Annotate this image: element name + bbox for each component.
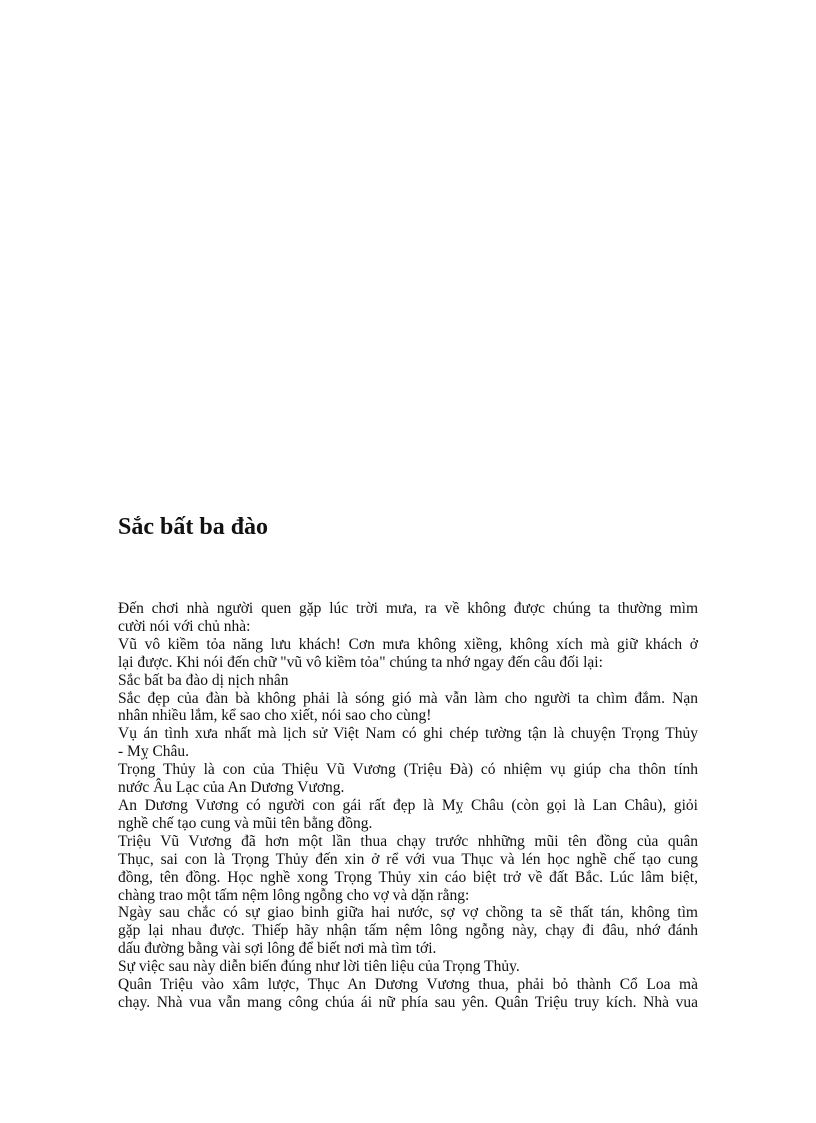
body-line: dấu đường bằng vài sợi lông để biết nơi mà tìm tới.	[118, 940, 437, 958]
body-line: nghề chế tạo cung và mũi tên bằng đồng.	[118, 814, 373, 832]
body-line: Triệu Vũ Vương đã hơn một lần thua chạy trước nhhững mũi tên đồng của quân	[118, 832, 698, 850]
body-line: An Dương Vương có người con gái rất đẹp là Mỵ Châu (còn gọi là Lan Châu), giỏi	[118, 796, 698, 814]
body-line: Vụ án tình xưa nhất mà lịch sử Việt Nam có ghi chép tường tận là chuyện Trọng Thủy	[118, 725, 698, 743]
body-line: - Mỵ Châu.	[118, 743, 190, 761]
document-title: Sắc bất ba đào	[118, 514, 269, 540]
body-line: Thục, sai con là Trọng Thủy đến xin ở rể với vua Thục và lén học nghề chế tạo cung	[118, 850, 698, 868]
body-line: đồng, tên đồng. Học nghề xong Trọng Thủy xin cáo biệt trở về đất Bắc. Lúc lâm biệt,	[118, 868, 698, 886]
body-line: chạy. Nhà vua vẫn mang công chúa ái nữ phía sau yên. Quân Triệu truy kích. Nhà vua	[118, 993, 698, 1011]
body-line: Trọng Thủy là con của Thiệu Vũ Vương (Triệu Đà) có nhiệm vụ giúp cha thôn tính	[118, 761, 698, 779]
document-body	[118, 600, 698, 1012]
body-line: cười nói với chủ nhà:	[118, 617, 251, 635]
body-line: Sắc bất ba đào dị nịch nhân	[118, 671, 289, 689]
body-line: Sự việc sau này diễn biến đúng như lời tiên liệu của Trọng Thủy.	[118, 958, 520, 976]
body-line: Đến chơi nhà người quen gặp lúc trời mưa, ra về không được chúng ta thường mìm	[118, 600, 698, 617]
body-line: Sắc đẹp của đàn bà không phải là sóng gió mà vẫn làm cho người ta chìm đắm. Nạn	[118, 689, 698, 707]
body-line: lại được. Khi nói đến chữ "vũ vô kiềm tỏa" chúng ta nhớ ngay đến câu đối lại:	[118, 653, 603, 671]
body-line: Ngày sau chắc có sự giao binh giữa hai nước, sợ vợ chồng ta sẽ thất tán, không tìm	[118, 904, 698, 922]
body-line: gặp lại nhau được. Thiếp hãy nhận tấm nệm lông ngỗng này, chạy đi đâu, nhớ đánh	[118, 922, 698, 940]
body-line: nhân nhiều lắm, kể sao cho xiết, nói sao cho cùng!	[118, 707, 432, 725]
body-line: chàng trao một tấm nệm lông ngỗng cho vợ và dặn rằng:	[118, 886, 470, 904]
body-line: Vũ vô kiềm tỏa năng lưu khách! Cơn mưa không xiềng, không xích mà giữ khách ở	[118, 635, 698, 653]
body-line: nước Âu Lạc của An Dương Vương.	[118, 779, 345, 797]
body-line: Quân Triệu vào xâm lược, Thục An Dương Vương thua, phải bỏ thành Cổ Loa mà	[118, 976, 698, 994]
